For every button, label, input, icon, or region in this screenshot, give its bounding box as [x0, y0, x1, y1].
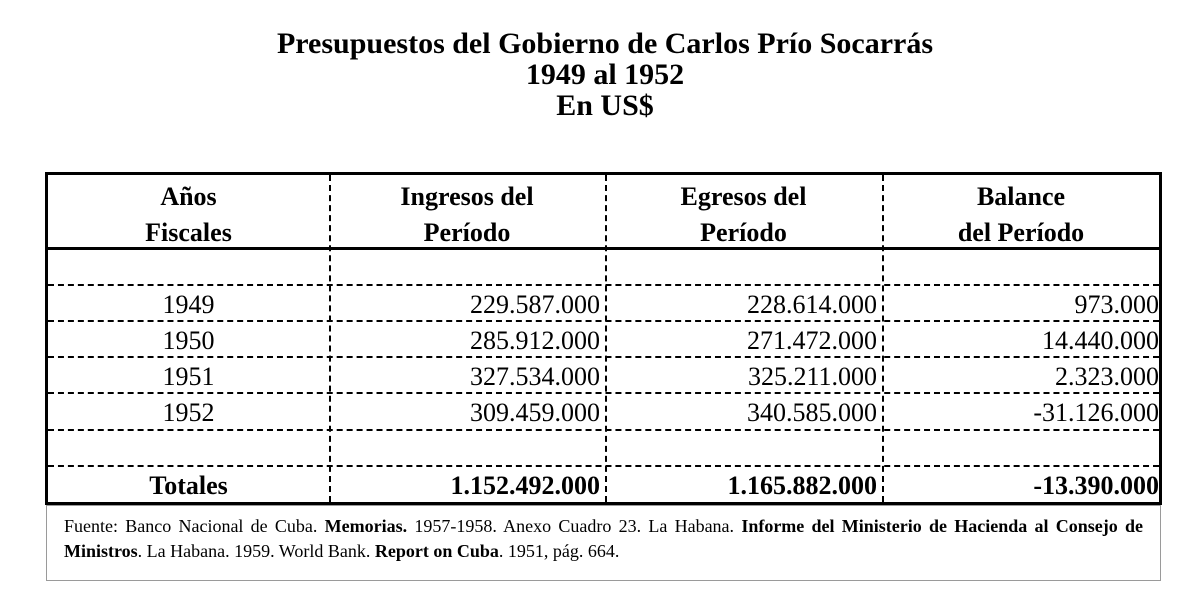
table-cell-balance: 14.440.000 — [1042, 326, 1159, 355]
totals-balance: -13.390.000 — [1033, 471, 1159, 500]
table-cell-ingresos: 229.587.000 — [470, 290, 600, 319]
header-egresos: Egresos del Período — [680, 182, 807, 247]
title-line-3: En US$ — [556, 89, 654, 122]
page-title — [0, 28, 1200, 121]
row-divider — [48, 465, 1159, 467]
title-line-1: Presupuestos del Gobierno de Carlos Prío Socarrás — [276, 27, 934, 60]
header-rule — [48, 247, 1159, 250]
totals-label: Totales — [149, 471, 228, 500]
table-cell-year: 1952 — [162, 398, 215, 427]
table-cell-balance: -31.126.000 — [1033, 398, 1159, 427]
table-cell-ingresos: 309.459.000 — [470, 398, 600, 427]
header-anos-fiscales: Años Fiscales — [145, 182, 232, 247]
totals-egresos: 1.165.882.000 — [727, 471, 877, 500]
table-cell-balance: 2.323.000 — [1055, 362, 1159, 391]
row-divider — [48, 429, 1159, 431]
table-cell-egresos: 325.211.000 — [747, 362, 877, 391]
title-line-2: 1949 al 1952 — [525, 58, 685, 91]
table-cell-year: 1949 — [162, 290, 215, 319]
source-note: Fuente: Banco Nacional de Cuba. Memorias. 1957-1958. Anexo Cuadro 23. La Habana. Informe del Ministerio de Hacienda al Consejo de Ministros. La Habana. 1959. World Bank. Report on Cuba. 1951, pág. 664. — [46, 505, 1161, 581]
table-cell-year: 1950 — [162, 326, 215, 355]
header-balance: Balance del Período — [957, 182, 1085, 247]
table-cell-ingresos: 285.912.000 — [470, 326, 600, 355]
header-ingresos: Ingresos del Período — [400, 182, 534, 247]
budget-table — [45, 172, 1162, 505]
table-cell-ingresos: 327.534.000 — [470, 362, 600, 391]
table-cell-year: 1951 — [162, 362, 215, 391]
row-divider — [48, 320, 1159, 322]
totals-ingresos: 1.152.492.000 — [450, 471, 600, 500]
row-divider — [48, 356, 1159, 358]
row-divider — [48, 284, 1159, 286]
row-divider — [48, 392, 1159, 394]
table-cell-egresos: 228.614.000 — [747, 290, 877, 319]
table-cell-egresos: 340.585.000 — [747, 398, 877, 427]
table-cell-egresos: 271.472.000 — [747, 326, 877, 355]
table-cell-balance: 973.000 — [1074, 290, 1159, 319]
